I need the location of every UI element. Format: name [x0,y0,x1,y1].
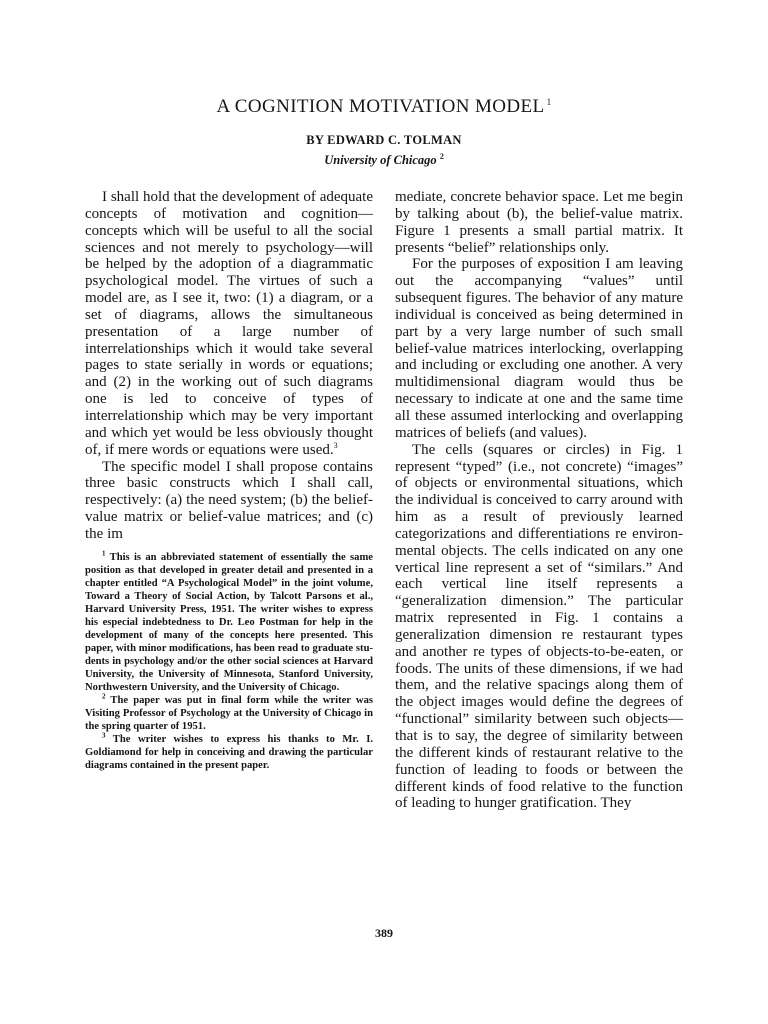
footnote-2-marker: 2 [102,692,106,701]
footnote-1-text: This is an abbreviated statement of essentially the same position as that developed in greater detail and presented in a chapter entitled “A Psychological Model” in the joint volume, Toward a Theory of Social Action, by Talcott Parsons et al., Harvard University Press, 1951. The writer wishes to express his especial indebtedness to Dr. Leo Postman for help in the development of many of the concepts here presented. This paper, with minor modifications, has been read to graduate students in psychology and/or the other social sciences at Harvard University, the University of Minnesota, Stanford University, Northwestern University, and the University of Chicago. [85,551,373,693]
paragraph-exposition: For the purposes of exposition I am leaving out the accompanying “values” until subsequent figures. The behavior of any mature individual is conceived as being determined in part by a very large number of such small belief-value matrices interlocking, overlapping and including or excluding one another. A very multidimensional diagram would thus be necessary to indicate at one and the same time all these assumed interlocking and overlapping matrices of beliefs (and values). [395,256,683,441]
right-column [395,189,683,812]
footnote-2 [85,694,373,733]
paragraph-intro-text: I shall hold that the development of adequate concepts of motivation and cognition—concepts which will be useful to all the social sciences and not merely to psychology—will be helped by the adoption of a diagrammatic psychological model. The virtues of such a model are, as I see it, two: (1) a diagram, or a set of diagrams, allows the simultaneous presentation of a large number of interrelationships which it would take several pages to state serially in words or equations; and (2) in the working out of such diagrams one is led to conceive of types of interrelationship which may be very important and which yet would be less obviously thought of, if mere words or equations were used. [85,189,373,458]
paragraph-constructs: The specific model I shall propose contains three basic constructs which I shall call, respectively: (a) the need system; (b) the belief-value matrix or belief-value matrices; and (c) the im [85,458,373,542]
footnotes [85,551,373,772]
author-affiliation [0,152,768,168]
affiliation-footnote-marker: 2 [439,152,444,161]
footnote-ref-3: 3 [333,440,338,450]
author-byline: BY EDWARD C. TOLMAN [306,133,462,147]
paragraph-intro [85,189,373,459]
page-number: 389 [375,926,393,940]
footnote-3-text: The writer wishes to express his thanks to Mr. I. Goldiamond for help in conceiving and drawing the particular diagrams contained in the present paper. [85,733,373,771]
left-column [85,189,373,772]
footnote-3 [85,733,373,772]
paragraph-continuation: mediate, concrete behavior space. Let me begin by talking about (b), the belief-value matrix. Figure 1 presents a small partial matrix. It presents “belief” relationships only. [395,189,683,256]
footnote-1 [85,551,373,694]
footnote-3-marker: 3 [102,731,106,740]
article-title-text: A COGNITION MOTIVATION MODEL [216,96,545,117]
paragraph-cells: The cells (squares or circles) in Fig. 1 represent “typed” (i.e., not concrete) “images” of objects or environmental situations, which the individual is conceived to carry around with him as a result of previously learned categorizations and differentiations re environmental objects. The cells indicated on any one vertical line represent a set of “similars.” And each vertical line itself represents a “generalization dimension.” The particular matrix represented in Fig. 1 contains a generalization dimension re restaurant types and another re types of objects-to-be-eaten, or foods. The units of these dimensions, if we had them, and the relative spacings along them of the object images would define the degrees of “functional” similarity between such objects—that is to say, the degree of similarity between the different kinds of restaurant relative to the function of leading to foods or between the different kinds of food relative to the function of leading to hunger gratification. They [395,441,683,812]
affiliation-text: University of Chicago [324,153,437,168]
title-footnote-marker: 1 [546,96,552,107]
article-title [0,96,768,118]
footnote-1-marker: 1 [102,549,106,558]
footnote-2-text: The paper was put in final form while the writer was Visiting Professor of Psychology at the University of Chicago in the spring quarter of 1951. [85,694,373,732]
